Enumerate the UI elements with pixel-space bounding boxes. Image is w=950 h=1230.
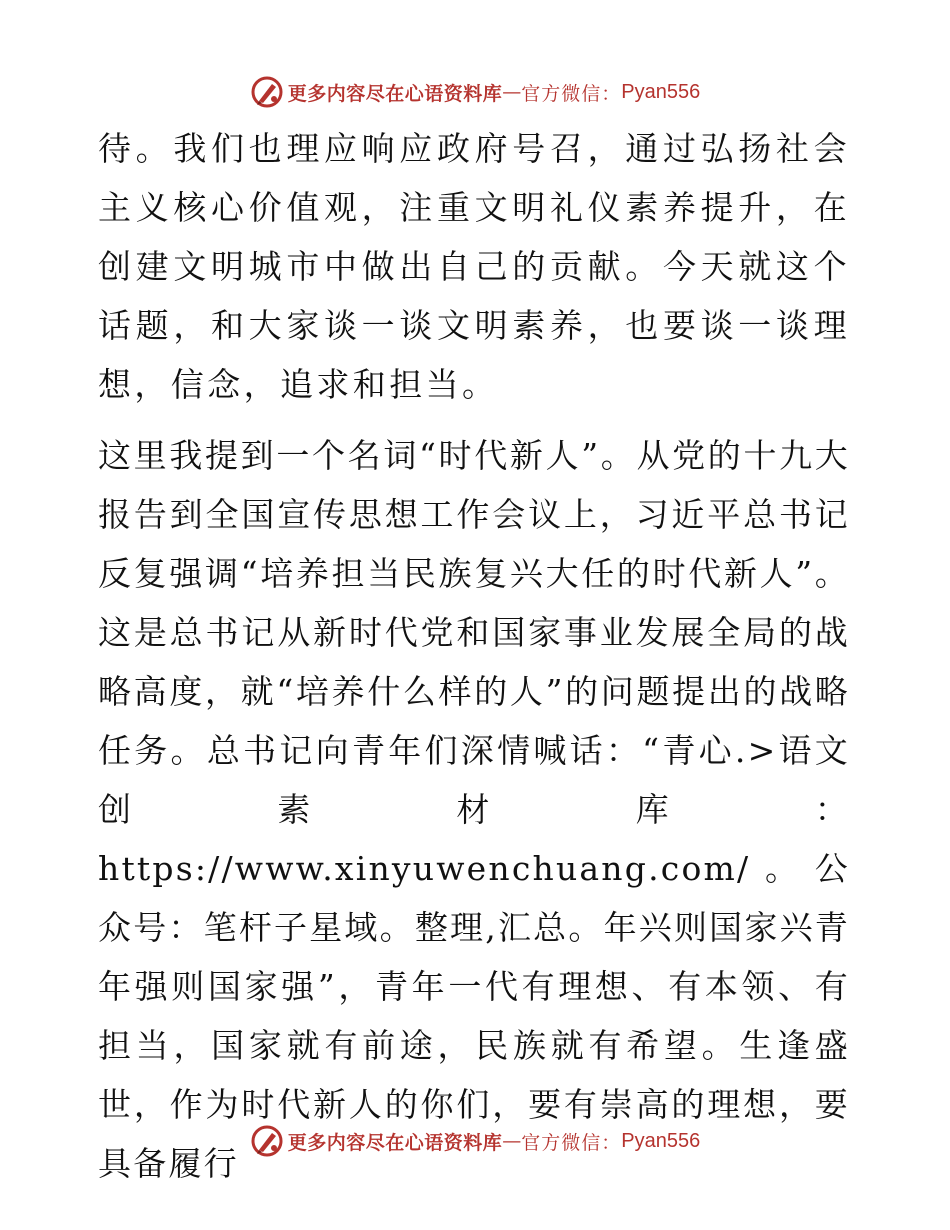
site-text: 更多内容尽在心语资料库 xyxy=(287,1131,503,1154)
wechat-label: 官方微信： xyxy=(521,82,622,105)
banner-dash: — xyxy=(502,1130,522,1152)
footer-banner xyxy=(0,1121,950,1161)
header-banner xyxy=(0,72,950,112)
wechat-id: Pyan556 xyxy=(621,1129,701,1152)
site-text: 更多内容尽在心语资料库 xyxy=(287,82,503,105)
banner-dash: — xyxy=(502,81,522,103)
wechat-id: Pyan556 xyxy=(621,80,701,103)
paragraph-1: 待。我们也理应响应政府号召，通过弘扬社会主义核心价值观，注重文明礼仪素养提升，在创建文明城市中做出自己的贡献。今天就这个话题，和大家谈一谈文明素养，也要谈一谈理想，信念，追求和担当。 xyxy=(98,129,850,404)
pen-logo-icon xyxy=(250,1124,284,1158)
pen-logo-icon xyxy=(250,75,284,109)
paragraph-2: 这里我提到一个名词“时代新人”。从党的十九大报告到全国宣传思想工作会议上，习近平总书记反复强调“培养担当民族复兴大任的时代新人”。这是总书记从新时代党和国家事业发展全局的战略高度，就“培养什么样的人”的问题提出的战略任务。总书记向青年们深情喊话：“青心.>语文创素材库：https://www.xinyuwenchuang.com/。公众号：笔杆子星域。整理,汇总。年兴则国家兴青年强则国家强”，青年一代有理想、有本领、有担当，国家就有前途，民族就有希望。生逢盛世，作为时代新人的你们，要有崇高的理想，要具备履行 xyxy=(98,436,850,1183)
document-body xyxy=(98,119,850,1193)
wechat-label: 官方微信： xyxy=(521,1131,622,1154)
